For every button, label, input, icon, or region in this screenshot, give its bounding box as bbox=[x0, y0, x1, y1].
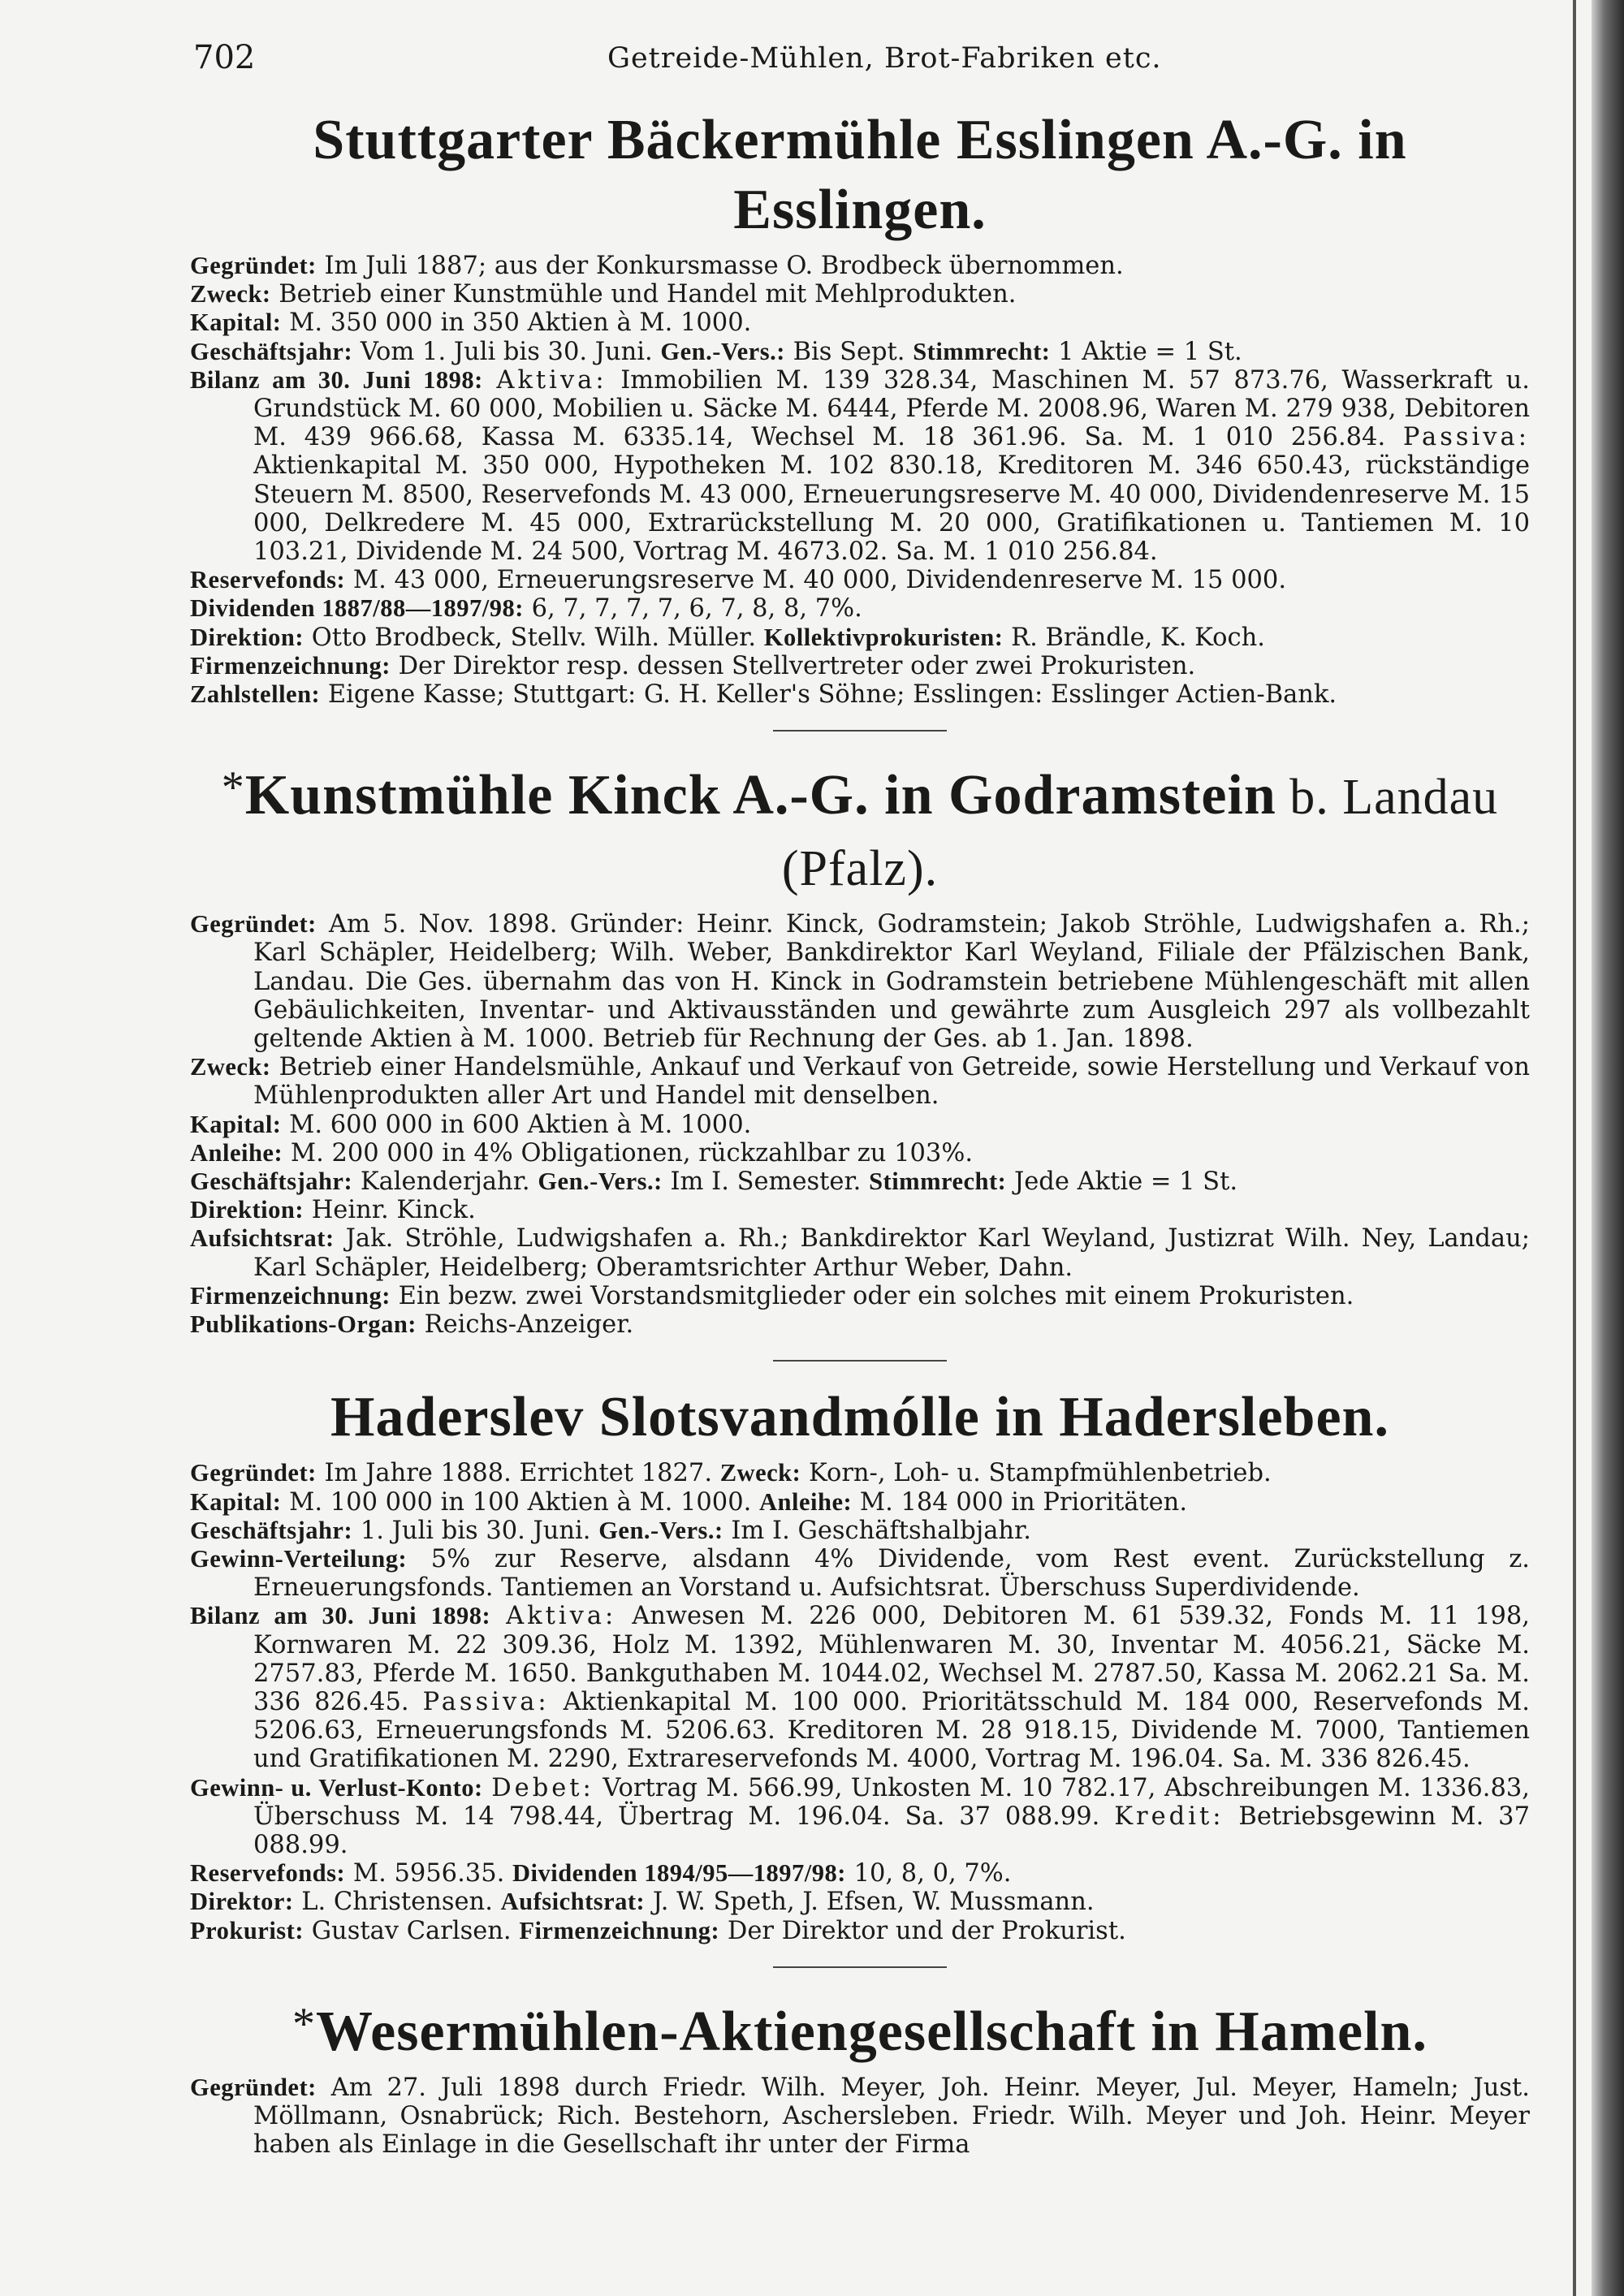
entry-text: M. 100 000 in 100 Aktien à M. 1000. bbox=[281, 1487, 760, 1517]
entry-label: Bilanz am 30. Juni 1898: bbox=[190, 365, 483, 394]
entry-text: Der Direktor und der Prokurist. bbox=[719, 1916, 1126, 1945]
entry-label: Aufsichtsrat: bbox=[190, 1224, 335, 1253]
entry-label: Gen.-Vers.: bbox=[660, 337, 785, 365]
entry-text: Vortrag M. 566.99, Unkosten M. 10 782.17, Abschreibungen M. 1336.83, Überschuss M. 14 798.44, Übertrag M. 196.04. Sa. 37 088.99. bbox=[253, 1773, 1530, 1831]
entry-label: Kollektivprokuristen: bbox=[763, 623, 1004, 651]
entry-label: Gewinn-Verteilung: bbox=[190, 1544, 408, 1573]
company-section bbox=[190, 1989, 1530, 2160]
entry-paragraph bbox=[190, 566, 1530, 594]
entry-text: J. W. Speth, J. Efsen, W. Mussmann. bbox=[645, 1888, 1095, 1917]
entry-text: Jede Aktie = 1 St. bbox=[1006, 1167, 1238, 1197]
entry-paragraph bbox=[190, 1888, 1530, 1916]
entry-paragraph bbox=[190, 252, 1530, 280]
entry-label: Gegründet: bbox=[190, 252, 317, 279]
entry-label: Dividenden 1894/95—1897/98: bbox=[512, 1859, 846, 1888]
entry-spaced-label: Debet: bbox=[491, 1773, 594, 1802]
entry-text: M. 200 000 in 4% Obligationen, rückzahlbar zu 103%. bbox=[283, 1138, 974, 1167]
entry-text: M. 184 000 in Prioritäten. bbox=[852, 1487, 1188, 1517]
entry-paragraph bbox=[190, 594, 1530, 623]
company-title bbox=[190, 1989, 1530, 2067]
entry-text: 10, 8, 0, 7%. bbox=[845, 1859, 1012, 1888]
entry-label: Gen.-Vers.: bbox=[538, 1167, 663, 1196]
entry-paragraph bbox=[190, 624, 1530, 652]
company-section bbox=[190, 753, 1530, 1339]
entry-label: Zweck: bbox=[190, 280, 271, 309]
entry-text: Immobilien M. 139 328.34, Maschinen M. 57 873.76, Wasserkraft u. Grundstück M. 60 000, Mobilien u. Säcke M. 6444, Pferde M. 2008.96, Waren M. 279 938, Debitoren M. 439 966.68, Kassa M. 6335.14, Wechsel M. 18 361.96. Sa. M. 1 010 256.84. bbox=[253, 365, 1531, 452]
entry-text: M. 5956.35. bbox=[345, 1859, 512, 1888]
entry-label: Direktion: bbox=[190, 623, 304, 651]
company-section bbox=[190, 106, 1530, 709]
entry-text: Jak. Ströhle, Ludwigshafen a. Rh.; Bankdirektor Karl Weyland, Justizrat Wilh. Ney, Landau; Karl Schäpler, Heidelberg; Oberamtsrichter Arthur Weber, Dahn. bbox=[253, 1224, 1530, 1282]
entry-text: Betrieb einer Handelsmühle, Ankauf und Verkauf von Getreide, sowie Herstellung und Verkauf von Mühlenprodukten aller Art und Handel mit denselben. bbox=[253, 1053, 1530, 1111]
entry-label: Kapital: bbox=[190, 309, 282, 337]
entry-text: Vom 1. Juli bis 30. Juni. bbox=[352, 337, 661, 366]
entry-text bbox=[483, 366, 497, 395]
entry-label: Anleihe: bbox=[190, 1138, 283, 1167]
entry-text: Otto Brodbeck, Stellv. Wilh. Müller. bbox=[304, 623, 764, 652]
page-edge-shadow bbox=[1592, 0, 1624, 2296]
entry-text: M. 600 000 in 600 Aktien à M. 1000. bbox=[281, 1110, 752, 1139]
entry-paragraph bbox=[190, 652, 1530, 680]
entry-paragraph bbox=[190, 1224, 1530, 1281]
entry-text: R. Brändle, K. Koch. bbox=[1003, 623, 1265, 652]
entry-paragraph bbox=[190, 2074, 1530, 2160]
entry-label: Firmenzeichnung: bbox=[190, 651, 391, 680]
entry-paragraph bbox=[190, 309, 1530, 337]
entry-text: Im I. Geschäftshalbjahr. bbox=[723, 1516, 1031, 1545]
entry-label: Zahlstellen: bbox=[190, 680, 321, 709]
page-number: 702 bbox=[193, 39, 256, 76]
company-section bbox=[190, 1383, 1530, 1944]
company-location: b. Landau (Pfalz). bbox=[781, 770, 1499, 897]
entry-label: Kapital: bbox=[190, 1110, 282, 1138]
entry-text bbox=[483, 1774, 492, 1802]
entry-text: M. 43 000, Erneuerungsreserve M. 40 000, Dividendenreserve M. 15 000. bbox=[345, 566, 1287, 595]
entry-paragraph bbox=[190, 910, 1530, 1053]
entry-label: Geschäftsjahr: bbox=[190, 1516, 353, 1544]
entry-paragraph bbox=[190, 280, 1530, 309]
company-name: Stuttgarter Bäckermühle Esslingen A.-G. in Esslingen. bbox=[313, 109, 1407, 241]
entry-label: Aufsichtsrat: bbox=[500, 1888, 646, 1916]
entry-label: Prokurist: bbox=[190, 1916, 304, 1944]
entry-label: Kapital: bbox=[190, 1487, 282, 1516]
entry-paragraph bbox=[190, 1167, 1530, 1196]
entry-paragraph bbox=[190, 1517, 1530, 1545]
entry-text: 6, 7, 7, 7, 7, 6, 7, 8, 8, 7%. bbox=[523, 594, 862, 624]
entry-spaced-label: Passiva: bbox=[1402, 423, 1530, 452]
entry-paragraph bbox=[190, 1139, 1530, 1167]
entry-label: Reservefonds: bbox=[190, 566, 346, 594]
entry-spaced-label: Passiva: bbox=[422, 1687, 550, 1716]
entry-paragraph bbox=[190, 1310, 1530, 1339]
entry-text: Betriebsgewinn M. 37 088.99. bbox=[253, 1802, 1530, 1859]
page-content bbox=[190, 106, 1530, 2180]
entry-label: Stimmrecht: bbox=[869, 1167, 1007, 1196]
entry-text: Bis Sept. bbox=[784, 337, 914, 366]
entry-text: Gustav Carlsen. bbox=[304, 1916, 520, 1945]
entry-label: Zweck: bbox=[719, 1459, 801, 1487]
entry-label: Firmenzeichnung: bbox=[190, 1281, 391, 1310]
entry-text: Aktienkapital M. 350 000, Hypotheken M. 102 830.18, Kreditoren M. 346 650.43, rückständige Steuern M. 8500, Reservefonds M. 43 000, Erneuerungsreserve M. 40 000, Dividendenreserve M. 15 000, Delkredere M. 45 000, Extrarückstellung M. 20 000, Gratifikationen u. Tantiemen M. 10 103.21, Dividende M. 24 500, Vortrag M. 4673.02. Sa. M. 1 010 256.84. bbox=[253, 451, 1530, 567]
entry-label: Anleihe: bbox=[759, 1487, 853, 1516]
entry-paragraph bbox=[190, 366, 1530, 566]
entry-label: Geschäftsjahr: bbox=[190, 1167, 353, 1196]
entry-label: Gen.-Vers.: bbox=[598, 1516, 723, 1544]
entry-text: Im I. Semester. bbox=[662, 1167, 870, 1197]
entry-label: Gewinn- u. Verlust-Konto: bbox=[190, 1773, 483, 1802]
entry-text bbox=[490, 1602, 506, 1630]
entry-paragraph bbox=[190, 1917, 1530, 1945]
running-head: Getreide-Mühlen, Brot-Fabriken etc. bbox=[607, 42, 1162, 75]
entry-label: Firmenzeichnung: bbox=[519, 1916, 720, 1944]
entry-label: Gegründet: bbox=[190, 2073, 317, 2101]
entry-text: Anwesen M. 226 000, Debitoren M. 61 539.32, Fonds M. 11 198, Kornwaren M. 22 309.36, Holz M. 1392, Mühlenwaren M. 30, Inventar M. 4056.21, Säcke M. 2757.83, Pferde M. 1650. Bankguthaben M. 1044.02, Wechsel M. 2787.50, Kassa M. 2062.21 Sa. M. 336 826.45. bbox=[253, 1602, 1530, 1716]
entry-label: Direktion: bbox=[190, 1196, 304, 1224]
company-title bbox=[190, 106, 1530, 245]
entry-text: Im Jahre 1888. Errichtet 1827. bbox=[316, 1459, 720, 1488]
entry-label: Geschäftsjahr: bbox=[190, 337, 353, 365]
section-divider bbox=[773, 730, 947, 732]
entry-paragraph bbox=[190, 1282, 1530, 1310]
entry-text: Der Direktor resp. dessen Stellvertreter oder zwei Prokuristen. bbox=[390, 651, 1196, 680]
entry-paragraph bbox=[190, 1774, 1530, 1860]
entry-paragraph bbox=[190, 1053, 1530, 1110]
entry-paragraph bbox=[190, 680, 1530, 709]
entry-spaced-label: Aktiva: bbox=[506, 1602, 617, 1631]
entry-paragraph bbox=[190, 1488, 1530, 1517]
title-asterisk: * bbox=[221, 762, 245, 814]
section-divider bbox=[773, 1966, 947, 1968]
entry-text: Eigene Kasse; Stuttgart: G. H. Keller's Söhne; Esslingen: Esslinger Actien-Bank. bbox=[320, 680, 1337, 710]
entry-spaced-label: Aktiva: bbox=[496, 365, 607, 395]
entry-text: Aktienkapital M. 100 000. Prioritätsschuld M. 184 000, Reservefonds M. 5206.63, Erneuerungsfonds M. 5206.63. Kreditoren M. 28 918.15, Dividende M. 7000, Tantiemen und Gratifikationen M. 2290, Extrareservefonds M. 4000, Vortrag M. 196.04. Sa. M. 336 826.45. bbox=[253, 1687, 1530, 1774]
entry-text: Kalenderjahr. bbox=[352, 1167, 538, 1197]
entry-paragraph bbox=[190, 338, 1530, 366]
entry-label: Direktor: bbox=[190, 1888, 294, 1916]
entry-text: Im Juli 1887; aus der Konkursmasse O. Brodbeck übernommen. bbox=[316, 252, 1124, 280]
entry-text: Ein bezw. zwei Vorstandsmitglieder oder ein solches mit einem Prokuristen. bbox=[390, 1281, 1354, 1310]
entry-text: M. 350 000 in 350 Aktien à M. 1000. bbox=[281, 309, 752, 338]
company-title bbox=[190, 753, 1530, 904]
entry-label: Publikations-Organ: bbox=[190, 1310, 417, 1339]
entry-label: Stimmrecht: bbox=[913, 337, 1051, 365]
company-title bbox=[190, 1383, 1530, 1452]
entry-label: Gegründet: bbox=[190, 910, 317, 939]
entry-text: L. Christensen. bbox=[293, 1888, 501, 1917]
entry-label: Dividenden 1887/88—1897/98: bbox=[190, 594, 524, 623]
entry-label: Reservefonds: bbox=[190, 1859, 346, 1888]
entry-text: Betrieb einer Kunstmühle und Handel mit Mehlprodukten. bbox=[270, 280, 1017, 309]
entry-paragraph bbox=[190, 1545, 1530, 1602]
entry-text: Am 5. Nov. 1898. Gründer: Heinr. Kinck, Godramstein; Jakob Ströhle, Ludwigshafen a. Rh.; Karl Schäpler, Heidelberg; Wilh. Weber, Bankdirektor Karl Weyland, Filiale der Pfälzischen Bank, Landau. Die Ges. übernahm das von H. Kinck in Godramstein betriebene Mühlengeschäft mit allen Gebäulichkeiten, Inventar- und Aktivausständen und gewährte zum Ausgleich 297 als vollbezahlt geltende Aktien à M. 1000. Betrieb für Rechnung der Ges. ab 1. Jan. 1898. bbox=[253, 910, 1530, 1054]
entry-paragraph bbox=[190, 1859, 1530, 1888]
entry-text: 1 Aktie = 1 St. bbox=[1050, 337, 1242, 366]
company-name: Kunstmühle Kinck A.-G. in Godramstein bbox=[244, 764, 1276, 827]
entry-text: Am 27. Juli 1898 durch Friedr. Wilh. Meyer, Joh. Heinr. Meyer, Jul. Meyer, Hameln; Just. Möllmann, Osnabrück; Rich. Bestehorn, Aschersleben. Friedr. Wilh. Meyer und Joh. Heinr. Meyer haben als Einlage in die Gesellschaft ihr unter der Firma bbox=[253, 2073, 1530, 2160]
entry-text: Heinr. Kinck. bbox=[304, 1196, 476, 1225]
title-asterisk: * bbox=[292, 1998, 316, 2049]
section-divider bbox=[773, 1360, 947, 1362]
entry-spaced-label: Kredit: bbox=[1114, 1802, 1224, 1831]
entry-label: Gegründet: bbox=[190, 1459, 317, 1487]
entry-text: Korn-, Loh- u. Stampfmühlenbetrieb. bbox=[801, 1459, 1272, 1488]
entry-paragraph bbox=[190, 1196, 1530, 1224]
page-header bbox=[193, 39, 1541, 80]
entry-text: 1. Juli bis 30. Juni. bbox=[352, 1516, 599, 1545]
binding-edge-line bbox=[1573, 0, 1576, 2296]
entry-paragraph bbox=[190, 1111, 1530, 1139]
entry-text: Reichs-Anzeiger. bbox=[416, 1310, 634, 1340]
company-name: Haderslev Slotsvandmólle in Hadersleben. bbox=[330, 1386, 1389, 1449]
entry-label: Bilanz am 30. Juni 1898: bbox=[190, 1602, 491, 1630]
entry-paragraph bbox=[190, 1459, 1530, 1487]
entry-paragraph bbox=[190, 1602, 1530, 1773]
entry-text: 5% zur Reserve, alsdann 4% Dividende, vom Rest event. Zurückstellung z. Erneuerungsfonds. Tantiemen an Vorstand u. Aufsichtsrat. Überschuss Superdividende. bbox=[253, 1544, 1530, 1603]
company-name: Wesermühlen-Aktiengesellschaft in Hameln. bbox=[316, 2000, 1427, 2063]
entry-label: Zweck: bbox=[190, 1053, 271, 1081]
